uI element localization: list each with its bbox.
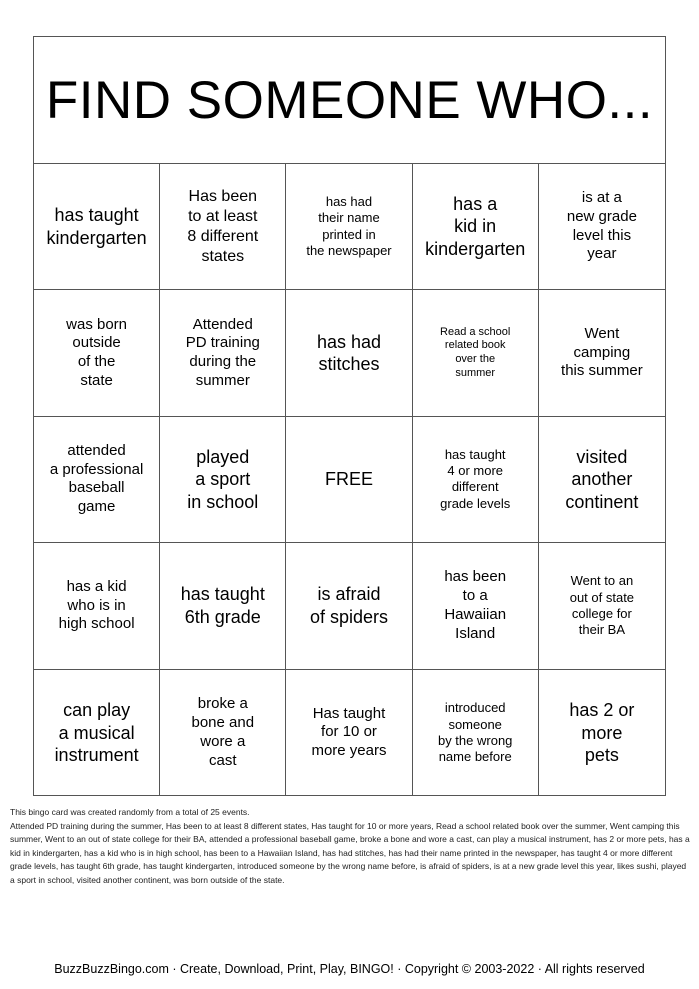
bingo-cell: has had their name printed in the newspaper	[286, 164, 412, 290]
bingo-cell: has taught kindergarten	[34, 164, 160, 290]
bingo-cell: introduced someone by the wrong name before	[413, 670, 539, 796]
bingo-cell: visited another continent	[539, 417, 665, 543]
bingo-grid	[34, 164, 665, 796]
bingo-cell: can play a musical instrument	[34, 670, 160, 796]
bingo-cell: has taught 6th grade	[160, 543, 286, 669]
bingo-cell: broke a bone and wore a cast	[160, 670, 286, 796]
bingo-cell: has a kid who is in high school	[34, 543, 160, 669]
footer-copyright: BuzzBuzzBingo.com · Create, Download, Print, Play, BINGO! · Copyright © 2003-2022 · All rights reserved	[54, 962, 645, 976]
card-title: FIND SOMEONE WHO...	[34, 37, 665, 164]
bingo-cell: has a kid in kindergarten	[413, 164, 539, 290]
bingo-card	[33, 36, 666, 796]
bingo-cell: Went to an out of state college for their BA	[539, 543, 665, 669]
bingo-cell: has 2 or more pets	[569, 700, 635, 766]
card-info	[10, 806, 690, 888]
bingo-cell: Attended PD training during the summer	[160, 290, 286, 416]
bingo-cell: has taught 4 or more different grade levels	[413, 417, 539, 543]
bingo-cell: has had stitches	[286, 290, 412, 416]
bingo-cell: Has been to at least 8 different states	[160, 164, 286, 290]
bingo-cell-free: FREE	[286, 417, 412, 543]
bingo-cell: is at a new grade level this year	[539, 164, 665, 290]
bingo-cell: Has taught for 10 or more years	[286, 670, 412, 796]
info-summary: This bingo card was created randomly from a total of 25 events.	[10, 807, 250, 817]
bingo-cell: is afraid of spiders	[286, 543, 412, 669]
bingo-cell: was born outside of the state	[34, 290, 160, 416]
bingo-cell: played a sport in school	[160, 417, 286, 543]
bingo-cell: Went camping this summer	[539, 290, 665, 416]
bingo-cell: attended a professional baseball game	[34, 417, 160, 543]
bingo-cell: Read a school related book over the summer	[413, 290, 539, 416]
bingo-cell: has been to a Hawaiian Island	[413, 543, 539, 669]
info-event-list: Attended PD training during the summer, Has been to at least 8 different states, Has taught for 10 or more years, Read a school related book over the summer, Went camping this summer, Went to an out of state college for their BA, attended a professional baseball game, broke a bone and wore a cast, can play a musical instrument, has 2 or more pets, has a kid in kindergarten, has a kid who is in high school, has been to a Hawaiian Island, has had stitches, has had their name printed in the newspaper, has taught 4 or more different grade levels, has taught 6th grade, has taught kindergarten, introduced someone by the wrong name before, is afraid of spiders, is at a new grade level this year, likes sushi, played a sport in school, visited another continent, was born outside of the state.	[10, 820, 690, 885]
